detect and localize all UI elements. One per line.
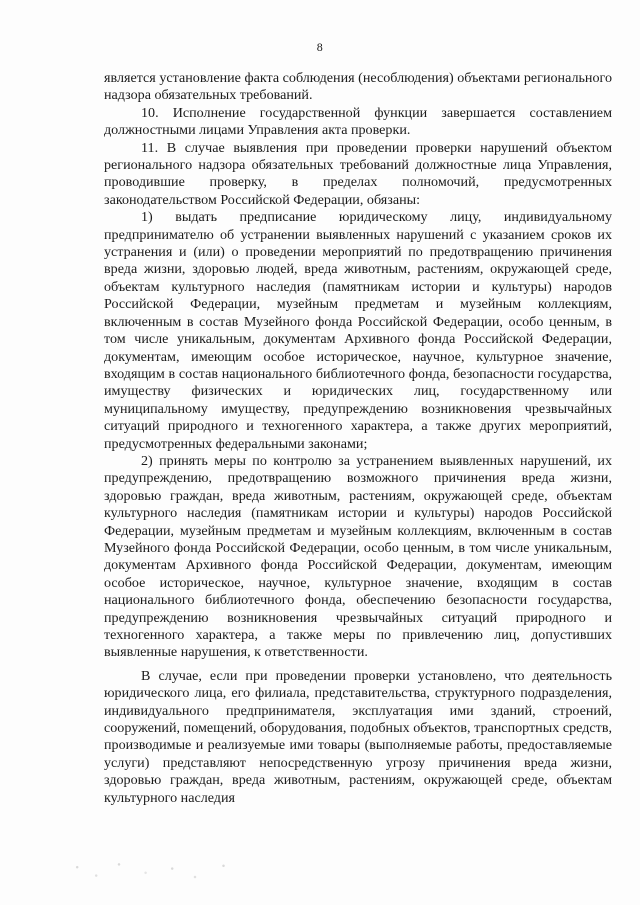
paragraph-subitem-2: 2) принять меры по контролю за устранением выявленных нарушений, их предупреждению, предотвращению возможного причинения вреда жизни, здоровью граждан, вреда животным, растениям, окружающей среде, объектам культурного наследия (памятникам истории и культуры) народов Российской Федерации, музейным предметам и музейным коллекциям, включенным в состав Музейного фонда Российской Федерации, особо ценным, в том числе уникальным, документам Архивного фонда Российской Федерации, документам, имеющим особое историческое, научное, культурное значение, входящим в состав национального библиотечного фонда, обеспечению безопасности государства, предупреждению возникновения чрезвычайных ситуаций природного и техногенного характера, а также меры по привлечению лиц, допустивших выявленные нарушения, к ответственности. — [104, 452, 612, 661]
paragraph-item-11: 11. В случае выявления при проведении проверки нарушений объектом регионального надзора обязательных требований должностные лица Управления, проводившие проверку, в пределах полномочий, предусмотренных законодательством Российской Федерации, обязаны: — [104, 139, 612, 208]
page-number: 8 — [316, 40, 324, 54]
scan-artifact — [62, 856, 252, 884]
document-body — [104, 70, 612, 807]
paragraph-item-10: 10. Исполнение государственной функции завершается составлением должностными лицами Управления акта проверки. — [104, 104, 612, 139]
paragraph-continuation: является установление факта соблюдения (несоблюдения) объектами регионального надзора обязательных требований. — [104, 70, 612, 104]
paragraph-threat-case: В случае, если при проведении проверки установлено, что деятельность юридического лица, его филиала, представительства, структурного подразделения, индивидуального предпринимателя, эксплуатация ими зданий, строений, сооружений, помещений, оборудования, подобных объектов, транспортных средств, производимые и реализуемые ими товары (выполняемые работы, предоставляемые услуги) представляют непосредственную угрозу причинения вреда жизни, здоровью граждан, вреда животным, растениям, окружающей среде, объектам культурного наследия — [104, 667, 612, 806]
paragraph-subitem-1: 1) выдать предписание юридическому лицу, индивидуальному предпринимателю об устранении выявленных нарушений с указанием сроков их устранения и (или) о проведении мероприятий по предотвращению причинения вреда жизни, здоровью людей, вреда животным, растениям, окружающей среде, объектам культурного наследия (памятникам истории и культуры) народов Российской Федерации, музейным предметам и музейным коллекциям, включенным в состав Музейного фонда Российской Федерации, особо ценным, в том числе уникальным, документам Архивного фонда Российской Федерации, документам, имеющим особое историческое, научное, культурное значение, входящим в состав национального библиотечного фонда, безопасности государства, имуществу физических и юридических лиц, государственному или муниципальному имуществу, предупреждению возникновения чрезвычайных ситуаций природного и техногенного характера, а также других мероприятий, предусмотренных федеральными законами; — [104, 209, 612, 452]
